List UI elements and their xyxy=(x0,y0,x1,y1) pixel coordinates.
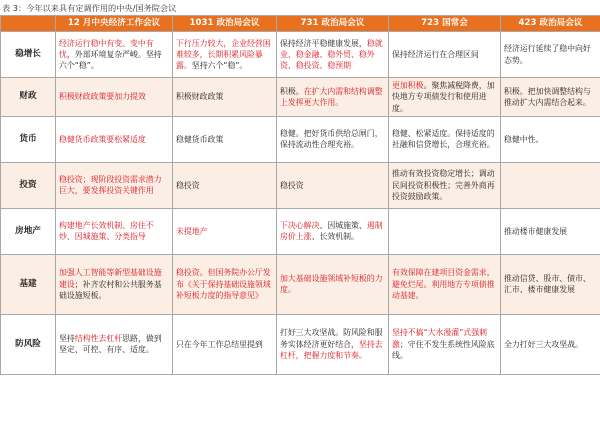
cell-text: ，外部环境复杂严峻。坚持六个“稳”。 xyxy=(59,49,162,71)
table-row-fiscal xyxy=(1,78,600,117)
highlighted-text: 加大基础设施领域补短板的力度。 xyxy=(280,274,383,295)
table-cell xyxy=(173,32,277,78)
table-cell xyxy=(277,208,389,254)
cell-text: 经济运行延续了稳中向好态势。 xyxy=(504,44,591,65)
cell-text: 坚持 xyxy=(59,334,75,344)
table-cell xyxy=(501,78,600,117)
table-cell xyxy=(56,254,173,314)
table-cell xyxy=(501,116,600,162)
cell-text: 推动信贷、股市、债市、汇市、楼市健康发展 xyxy=(504,274,591,295)
table-cell xyxy=(173,254,277,314)
table-cell xyxy=(501,162,600,208)
cell-text: 坚持六个“稳”。 xyxy=(191,61,248,71)
table-cell xyxy=(389,314,501,374)
highlighted-text: 未提地产 xyxy=(176,226,208,236)
row-label: 财政 xyxy=(1,78,56,117)
header-723-state-council-meeting: 723 国常会 xyxy=(389,16,501,32)
cell-text: 推动有效投资稳定增长；调动民间投资积极性；完善外商再投资鼓励政策。 xyxy=(392,169,495,202)
table-cell xyxy=(277,32,389,78)
cell-text: 稳健。把好货币供给总闸门，保持流动性合理充裕。 xyxy=(280,129,383,150)
cell-text: 积极财政政策 xyxy=(176,92,224,102)
table-cell xyxy=(56,116,173,162)
cell-text: 积极。 xyxy=(280,86,304,96)
row-label: 投资 xyxy=(1,162,56,208)
table-cell xyxy=(277,116,389,162)
header-731-politburo-meeting: 731 政治局会议 xyxy=(277,16,389,32)
cell-text: 。聚焦减税降费，加快地方专项债发行和使用进度。 xyxy=(392,81,495,113)
table-row-risk-prevention xyxy=(1,314,600,374)
table-cell xyxy=(56,32,173,78)
table-cell xyxy=(389,116,501,162)
row-label: 房地产 xyxy=(1,208,56,254)
cell-text: 保持经济平稳健康发展， xyxy=(280,38,367,48)
highlighted-text: 积极财政政策要加力提效 xyxy=(59,92,146,102)
table-cell xyxy=(56,162,173,208)
table-cell xyxy=(277,254,389,314)
highlighted-text: 稳就业、稳金融、稳外贸、稳外资、稳投资、稳预期 xyxy=(280,38,383,71)
cell-text: 保持经济运行在合理区间 xyxy=(392,49,479,59)
table-cell xyxy=(389,254,501,314)
cell-text: 只在今年工作总结里提到 xyxy=(176,339,263,349)
table-cell xyxy=(173,78,277,117)
highlighted-text: 有效保障在建项目资金需求，避免烂尾。利用地方专项债推动基建。 xyxy=(392,268,495,301)
highlighted-text: 更加积极 xyxy=(392,81,424,90)
table-cell xyxy=(277,78,389,117)
cell-text: 全力打好三大攻坚战。 xyxy=(504,339,583,349)
policy-meetings-table xyxy=(0,15,600,375)
table-row-real-estate xyxy=(1,208,600,254)
table-row-investment xyxy=(1,162,600,208)
cell-text: 打好三大攻坚战。防风险和服务实体经济更好结合， xyxy=(280,328,383,349)
cell-text: 稳投资 xyxy=(176,180,200,190)
table-cell xyxy=(56,78,173,117)
highlighted-text: 经济运行稳中有变、变中有忧 xyxy=(59,38,154,59)
cell-text: ；补齐农村和公共服务基础设施短板。 xyxy=(59,279,162,301)
table-row-stabilize-growth xyxy=(1,32,600,78)
table-cell xyxy=(277,314,389,374)
table-cell xyxy=(56,208,173,254)
cell-text: 稳健中性。 xyxy=(504,134,544,144)
table-cell xyxy=(56,314,173,374)
cell-text: 、因城施策、 xyxy=(319,221,367,231)
cell-text: 稳投资 xyxy=(280,180,304,190)
table-cell xyxy=(173,314,277,374)
table-cell xyxy=(389,32,501,78)
table-cell xyxy=(389,78,501,117)
header-423-politburo-meeting: 423 政治局会议 xyxy=(501,16,600,32)
highlighted-text: 坚持不搞“大水漫灌”式强刺激 xyxy=(392,328,487,349)
highlighted-text: 遏制房价上涨 xyxy=(280,221,383,242)
highlighted-text: 稳健货币政策要松紧适度 xyxy=(59,134,146,144)
table-cell xyxy=(277,162,389,208)
header-1031-politburo-meeting: 1031 政治局会议 xyxy=(173,16,277,32)
row-label: 基建 xyxy=(1,254,56,314)
table-cell xyxy=(173,116,277,162)
header-row xyxy=(1,16,600,32)
cell-text: 推动楼市健康发展 xyxy=(504,226,568,236)
table-cell xyxy=(501,314,600,374)
table-caption: 表 3：今年以来具有定调作用的中央/国务院会议 xyxy=(2,3,177,13)
cell-text: 稳健货币政策 xyxy=(176,134,224,144)
cell-text: ；守住不发生系统性风险底线。 xyxy=(392,339,495,361)
table-cell xyxy=(501,208,600,254)
row-label: 货币 xyxy=(1,116,56,162)
table-cell xyxy=(173,162,277,208)
highlighted-text: 稳投资；现阶段投资需求潜力巨大，要发挥投资关键作用 xyxy=(59,175,162,196)
header-corner xyxy=(1,16,56,32)
row-label: 防风险 xyxy=(1,314,56,374)
highlighted-text: 下决心解决 xyxy=(280,221,320,231)
row-label: 稳增长 xyxy=(1,32,56,78)
table-cell xyxy=(389,162,501,208)
table-row-monetary xyxy=(1,116,600,162)
highlighted-text: 坚持去杠杆，把握力度和节奏。 xyxy=(280,339,383,361)
highlighted-text: 下行压力较大，企业经营困难较多，长期积累风险暴露。 xyxy=(176,38,271,71)
highlighted-text: 加强人工智能等新型基础设施建设 xyxy=(59,268,162,289)
highlighted-text: 构建地产长效机制、房住不炒、因城施策、分类指导 xyxy=(59,221,154,242)
cell-text: 稳健、松紧适度。保持适度的社融和信贷增长，合理充裕。 xyxy=(392,129,495,150)
header-dec-economic-work-conference: 12 月中央经济工作会议 xyxy=(56,16,173,32)
table-cell xyxy=(501,32,600,78)
table-cell xyxy=(389,208,501,254)
cell-text: 积极。把加快调整结构与推动扩大内需结合起来。 xyxy=(504,86,591,107)
highlighted-text: 稳投资。但国务院办公厅发布《关于保持基础设施领域补短板力度的指导意见》 xyxy=(176,268,271,301)
table-cell xyxy=(173,208,277,254)
cell-text: 思路，做到坚定、可控、有序、适度。 xyxy=(59,334,162,355)
cell-text: 、长效机制。 xyxy=(311,232,359,242)
table-cell xyxy=(501,254,600,314)
table-row-infrastructure xyxy=(1,254,600,314)
highlighted-text: 结构性去杠杆 xyxy=(74,334,123,344)
highlighted-text: 在扩大内需和结构调整上发挥更大作用。 xyxy=(280,86,383,107)
